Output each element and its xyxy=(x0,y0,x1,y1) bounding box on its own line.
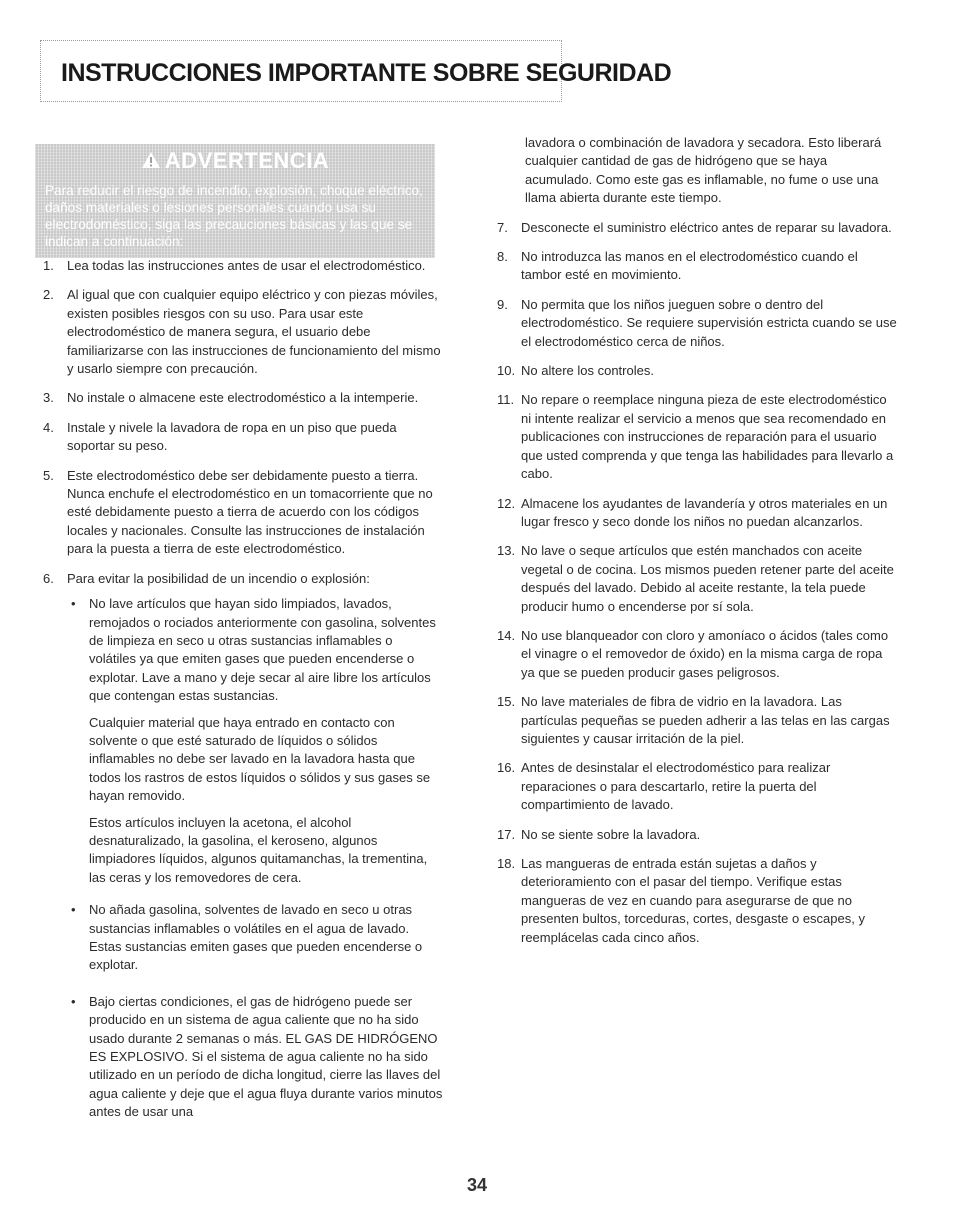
item-text: No introduzca las manos en el electrodoméstico cuando el tambor esté en movimiento. xyxy=(521,249,858,283)
bullet-mark: • xyxy=(71,993,76,1009)
item-number: 14. xyxy=(497,627,516,643)
item-text: Almacene los ayudantes de lavandería y otros materiales en un lugar fresco y seco donde los niños no puedan alcanzarlos. xyxy=(521,495,888,529)
item-number: 16. xyxy=(497,760,516,776)
item-number: 17. xyxy=(497,826,516,842)
item-text: No lave o seque artículos que estén manchados con aceite vegetal o de cocina. Los mismos pueden retener parte del aceite después del lavado. Debido al aceite restante, la tela puede producir humo o encenderse por sí sola. xyxy=(521,543,894,614)
bullet-mark: • xyxy=(71,596,76,612)
bullet-text: No añada gasolina, solventes de lavado en seco u otras sustancias inflamables o volátiles en el agua de lavado. Estas sustancias emiten gases que pueden encenderse o explotar. xyxy=(89,902,423,973)
item-number: 9. xyxy=(497,296,508,312)
item-text: No lave materiales de fibra de vidrio en la lavadora. Las partículas pequeñas se pueden adherir a las telas en las cargas siguientes y causar irritación de la piel. xyxy=(521,694,890,746)
item-text: Para evitar la posibilidad de un incendio o explosión: xyxy=(67,570,370,586)
item-text: No instale o almacene este electrodoméstico a la intemperie. xyxy=(67,390,419,406)
list-item-16 xyxy=(497,759,897,814)
item-text: No repare o reemplace ninguna pieza de este electrodoméstico ni intente realizar el servicio a menos que sea recomendado en publicaciones con instrucciones de reparación para el usuario que usted comprenda y que tenga las habilidades para llevarlo a cabo. xyxy=(521,392,894,482)
warning-triangle-icon xyxy=(141,151,161,169)
item-number: 5. xyxy=(43,467,54,483)
item-text: No use blanqueador con cloro y amoníaco o ácidos (tales como el vinagre o el removedor de óxido) en la misma carga de ropa ya que se pueden producir gases peligrosos. xyxy=(521,627,889,680)
list-item-15 xyxy=(497,693,897,748)
item-text: Las mangueras de entrada están sujetas a daños y deterioramiento con el pasar del tiempo. Verifique estas mangueras de vez en cuando para asegurarse de que no presenten bultos, torceduras, cortes, desgaste o escapes, y reemplácelas cada cinco años. xyxy=(521,856,865,945)
page-number: 34 xyxy=(466,1175,488,1195)
item-text: Lea todas las instrucciones antes de usar el electrodoméstico. xyxy=(67,258,426,273)
item-text: No permita que los niños jueguen sobre o dentro del electrodoméstico. Se requiere supervisión estricta cuando se use el electrodoméstico cerca de niños. xyxy=(521,296,897,349)
list-item-12 xyxy=(497,495,897,532)
list-item-17 xyxy=(497,826,897,844)
bullet-text: No lave artículos que hayan sido limpiados, lavados, remojados o rociados anteriormente con gasolina, solventes de limpieza en seco u otras sustancias inflamables o volátiles ya que emiten gases que pueden encenderse o explotar. Lave a mano y deje secar al aire libre los artículos que contengan estas sustancias. xyxy=(89,596,436,704)
warning-heading xyxy=(35,148,435,174)
list-item-13 xyxy=(497,542,897,616)
item-number: 6. xyxy=(43,570,54,586)
bullet-item-1 xyxy=(67,595,443,705)
item-number: 10. xyxy=(497,363,516,379)
item-number: 12. xyxy=(497,495,516,511)
bullet-mark: • xyxy=(71,902,76,918)
bullet-item-2 xyxy=(67,901,443,975)
bullet-item-3 xyxy=(67,993,443,1122)
bullet-continuation: lavadora o combinación de lavadora y secadora. Esto liberará cualquier cantidad de gas de hidrógeno que se haya acumulado. Como este gas es inflamable, no fume o use una llama abierta durante este tiempo. xyxy=(525,135,882,206)
item-number: 7. xyxy=(497,219,508,235)
bullet-paragraph-2: Estos artículos incluyen la acetona, el alcohol desnaturalizado, la gasolina, el keroseno, algunos limpiadores líquidos, algunos quitamanchas, la trementina, las ceras y los removedores de cera. xyxy=(89,814,428,885)
right-column xyxy=(497,134,897,947)
item-number: 11. xyxy=(497,392,515,408)
item-number: 18. xyxy=(497,856,516,871)
item-number: 15. xyxy=(497,694,516,710)
bullet-text: Bajo ciertas condiciones, el gas de hidrógeno puede ser producido en un sistema de agua caliente que no ha sido usado durante 2 semanas o más. EL GAS DE HIDRÓGENO ES EXPLOSIVO. Si el sistema de agua caliente no ha sido utilizado en un período de dicha longitud, cierre las llaves del agua caliente y deje que el agua fluya durante varios minutos antes de usar una xyxy=(89,993,443,1120)
item-text: Al igual que con cualquier equipo eléctrico y con piezas móviles, existen posibles riesgos con su uso. Para usar este electrodoméstico de manera segura, el usuario debe familiarizarse con las instrucciones de funcionamiento del mismo y usarlo siempre con precaución. xyxy=(67,287,441,377)
item-text: Antes de desinstalar el electrodoméstico para realizar reparaciones o para descartarlo, retire la puerta del compartimiento de lavado. xyxy=(521,760,831,813)
bullet-paragraph-1: Cualquier material que haya entrado en contacto con solvente o que esté saturado de líquidos o sólidos inflamables no debe ser lavado en la lavadora hasta que todos los rastros de estos líquidos o sólidos y sus gases se hayan removido. xyxy=(89,714,431,804)
list-item-2 xyxy=(43,286,443,378)
list-item-1 xyxy=(43,257,443,275)
item-number: 13. xyxy=(497,543,516,559)
item-number: 4. xyxy=(43,419,54,435)
item-number: 8. xyxy=(497,249,508,265)
page-title: INSTRUCCIONES IMPORTANTE SOBRE SEGURIDAD xyxy=(61,59,672,87)
list-item-18 xyxy=(497,855,897,947)
item-number: 3. xyxy=(43,390,54,406)
item-text: No altere los controles. xyxy=(521,363,654,379)
warning-text: Para reducir el riesgo de incendio, explosión, choque eléctrico, daños materiales o lesiones personales cuando usa su electrodoméstico, siga las precauciones básicas y las que se indican a continuación: xyxy=(45,183,423,249)
list-item-14 xyxy=(497,627,897,682)
warning-heading-text: ADVERTENCIA xyxy=(164,148,330,173)
list-item-6 xyxy=(43,570,443,588)
item-number: 2. xyxy=(43,287,54,303)
list-item-8 xyxy=(497,248,897,285)
warning-box xyxy=(35,144,435,258)
list-item-9 xyxy=(497,296,897,351)
item-text: Instale y nivele la lavadora de ropa en un piso que pueda soportar su peso. xyxy=(67,419,397,454)
list-item-10 xyxy=(497,362,897,380)
list-item-5 xyxy=(43,467,443,559)
item-text: Este electrodoméstico debe ser debidamente puesto a tierra. Nunca enchufe el electrodoméstico en un tomacorriente que no esté debidamente puesto a tierra de acuerdo con los códigos locales y nacionales. Consulte las instrucciones de instalación para la puesta a tierra de este electrodoméstico. xyxy=(67,467,433,557)
list-item-3 xyxy=(43,389,443,407)
left-column xyxy=(43,257,443,1122)
title-frame xyxy=(40,40,672,102)
item-text: No se siente sobre la lavadora. xyxy=(521,826,701,842)
item-text: Desconecte el suministro eléctrico antes de reparar su lavadora. xyxy=(521,219,892,235)
list-item-7 xyxy=(497,219,897,237)
item-number: 1. xyxy=(43,258,54,273)
list-item-11 xyxy=(497,391,897,483)
list-item-4 xyxy=(43,419,443,456)
